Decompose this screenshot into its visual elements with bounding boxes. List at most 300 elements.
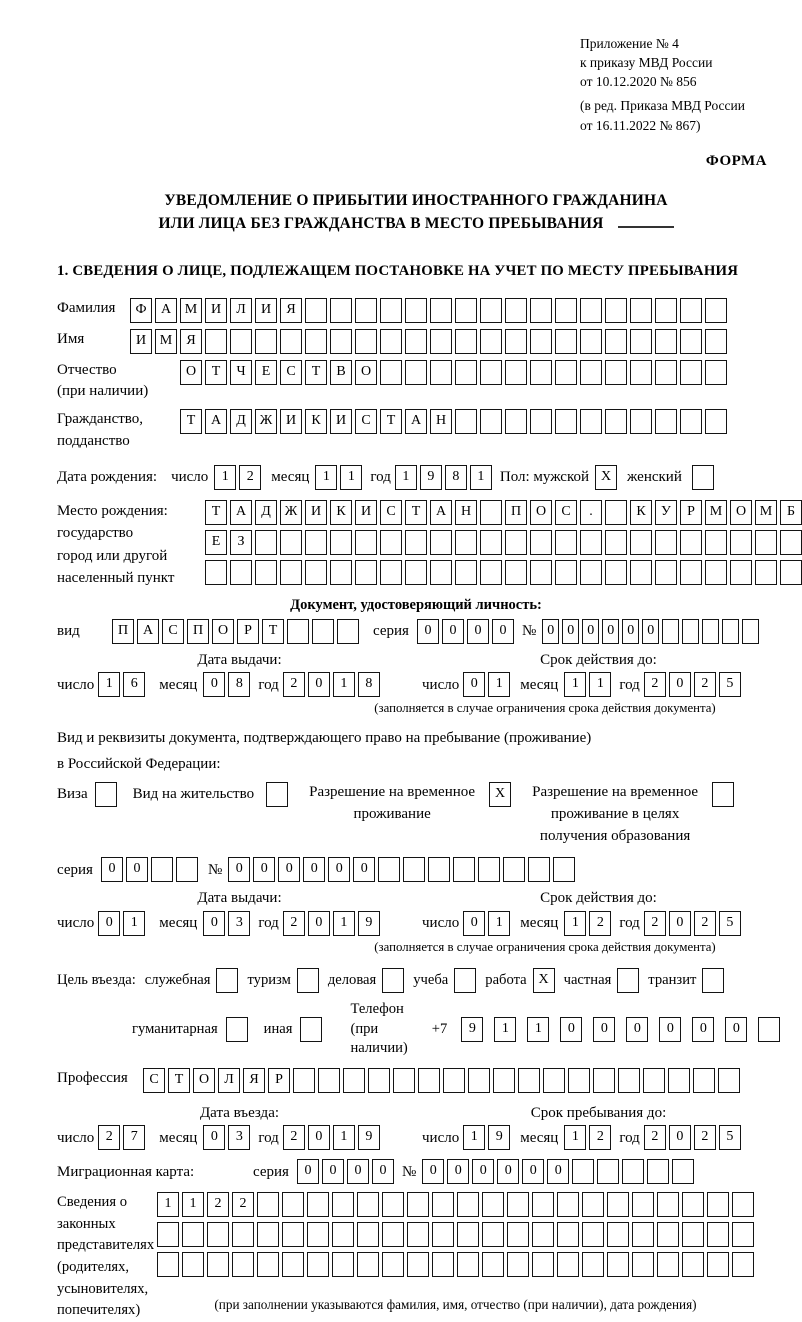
char-box: 1 <box>340 465 362 490</box>
char-box <box>382 1222 404 1247</box>
amendment-line: от 16.11.2022 № 867) <box>580 117 701 133</box>
char-box: Т <box>205 500 227 525</box>
char-box: Т <box>305 360 327 385</box>
char-box: 0 <box>447 1159 469 1184</box>
char-box <box>255 560 277 585</box>
residence-expiry-year-cells <box>644 911 741 936</box>
char-box <box>605 530 627 555</box>
field-visit-purpose-row2 <box>57 1000 775 1059</box>
annex-line: от 10.12.2020 № 856 <box>580 74 697 90</box>
char-box <box>780 560 802 585</box>
char-box <box>282 1192 304 1217</box>
char-box: К <box>305 409 327 434</box>
char-box: 6 <box>123 672 145 697</box>
char-box <box>632 1192 654 1217</box>
char-box <box>230 560 252 585</box>
profession-cells <box>143 1068 740 1093</box>
birth-date-day-cells <box>214 465 261 490</box>
header-note <box>580 34 775 135</box>
char-box: И <box>355 500 377 525</box>
char-box <box>528 857 550 882</box>
char-box <box>307 1192 329 1217</box>
char-box: О <box>530 500 552 525</box>
char-box: И <box>280 409 302 434</box>
char-box: А <box>405 409 427 434</box>
char-box: 9 <box>420 465 442 490</box>
char-box <box>580 530 602 555</box>
birth-date-day-label: число <box>171 468 209 485</box>
char-box: 0 <box>692 1017 714 1042</box>
char-box <box>755 560 777 585</box>
visit-purpose-label: Цель въезда: <box>57 971 136 988</box>
char-box <box>543 1068 565 1093</box>
char-box <box>318 1068 340 1093</box>
char-box: 0 <box>322 1159 344 1184</box>
representatives-note: (при заполнении указываются фамилия, имя, отчество (при наличии), дата рождения) <box>214 1297 697 1313</box>
residence-issue-day-cells <box>98 911 145 936</box>
entry-day-label: число <box>57 1129 95 1146</box>
char-box <box>230 329 252 354</box>
identity-number-cells <box>542 619 759 644</box>
identity-expiry-year-label: год <box>619 676 640 693</box>
char-box: 1 <box>123 911 145 936</box>
char-box <box>182 1222 204 1247</box>
char-box <box>332 1192 354 1217</box>
char-box <box>705 560 727 585</box>
char-box <box>705 298 727 323</box>
stay-day-cells <box>463 1125 510 1150</box>
char-box: 0 <box>562 619 579 644</box>
char-box <box>507 1252 529 1277</box>
char-box: 1 <box>333 911 355 936</box>
char-box <box>393 1068 415 1093</box>
char-box <box>682 1222 704 1247</box>
representatives-label: попечителях) <box>57 1302 141 1319</box>
char-box <box>532 1252 554 1277</box>
char-box <box>343 1068 365 1093</box>
char-box <box>657 1252 679 1277</box>
char-box <box>530 560 552 585</box>
char-box <box>357 1192 379 1217</box>
char-box: 8 <box>358 672 380 697</box>
char-box: 9 <box>488 1125 510 1150</box>
annex-line: к приказу МВД России <box>580 55 713 71</box>
char-box <box>655 329 677 354</box>
char-box <box>655 298 677 323</box>
phone-cells <box>453 1017 780 1042</box>
char-box <box>680 560 702 585</box>
char-box: 2 <box>644 1125 666 1150</box>
char-box <box>330 298 352 323</box>
char-box: У <box>655 500 677 525</box>
char-box <box>457 1222 479 1247</box>
char-box <box>305 530 327 555</box>
char-box: 0 <box>626 1017 648 1042</box>
checkbox-sex-male: X <box>595 465 617 490</box>
migration-series-label: серия <box>253 1163 289 1180</box>
representatives-cells-row3 <box>157 1252 754 1277</box>
purpose-business-label: деловая <box>327 971 377 988</box>
char-box: К <box>630 500 652 525</box>
char-box <box>405 560 427 585</box>
char-box: 0 <box>467 619 489 644</box>
char-box <box>330 530 352 555</box>
residence-series-label: серия <box>57 861 93 878</box>
char-box <box>380 360 402 385</box>
char-box <box>405 530 427 555</box>
identity-expiry-day-cells <box>463 672 510 697</box>
identity-date-headings <box>57 650 775 670</box>
char-box: 0 <box>228 857 250 882</box>
char-box: Т <box>405 500 427 525</box>
char-box: Д <box>230 409 252 434</box>
char-box: 0 <box>492 619 514 644</box>
char-box <box>505 329 527 354</box>
sex-male-label: Пол: мужской <box>499 468 590 485</box>
char-box <box>280 530 302 555</box>
char-box <box>380 560 402 585</box>
char-box: 1 <box>564 911 586 936</box>
char-box: 0 <box>659 1017 681 1042</box>
char-box <box>707 1252 729 1277</box>
char-box <box>507 1192 529 1217</box>
char-box: 0 <box>203 911 225 936</box>
identity-expiry-year-cells <box>644 672 741 697</box>
birth-date-month-cells <box>315 465 362 490</box>
representatives-label: Сведения о <box>57 1194 128 1211</box>
char-box <box>432 1192 454 1217</box>
sex-female-label: женский <box>627 468 682 485</box>
char-box <box>480 500 502 525</box>
birth-place-cells-row1 <box>205 500 802 525</box>
char-box: 1 <box>333 1125 355 1150</box>
char-box: 0 <box>303 857 325 882</box>
char-box: 1 <box>564 672 586 697</box>
birth-place-cells-row2 <box>205 530 802 555</box>
form-title <box>57 189 775 236</box>
char-box <box>482 1192 504 1217</box>
option-visa-label: Виза <box>57 786 88 803</box>
char-box <box>593 1068 615 1093</box>
char-box: Б <box>780 500 802 525</box>
char-box: 0 <box>725 1017 747 1042</box>
char-box: 2 <box>207 1192 229 1217</box>
char-box <box>657 1192 679 1217</box>
citizenship-label: Гражданство, <box>57 411 144 427</box>
char-box: О <box>730 500 752 525</box>
char-box: 9 <box>358 911 380 936</box>
char-box: 1 <box>182 1192 204 1217</box>
field-surname <box>57 298 775 323</box>
representatives-cells-row2 <box>157 1222 754 1247</box>
char-box <box>480 409 502 434</box>
char-box <box>607 1252 629 1277</box>
char-box: 0 <box>308 911 330 936</box>
entry-month-label: месяц <box>159 1129 198 1146</box>
char-box: 0 <box>353 857 375 882</box>
identity-series-cells <box>417 619 514 644</box>
char-box: 7 <box>123 1125 145 1150</box>
char-box: 5 <box>719 911 741 936</box>
char-box <box>355 329 377 354</box>
checkbox-temp-residence: X <box>489 782 511 807</box>
char-box: 0 <box>98 911 120 936</box>
profession-label: Профессия <box>57 1069 128 1086</box>
checkbox-purpose-other <box>300 1017 322 1042</box>
char-box <box>680 329 702 354</box>
char-box: Ж <box>280 500 302 525</box>
char-box: И <box>130 329 152 354</box>
stay-year-cells <box>644 1125 741 1150</box>
char-box: 0 <box>497 1159 519 1184</box>
char-box: 0 <box>542 619 559 644</box>
checkbox-sex-female <box>692 465 714 490</box>
purpose-other-label: иная <box>263 1020 293 1037</box>
char-box: 9 <box>358 1125 380 1150</box>
char-box: 1 <box>494 1017 516 1042</box>
char-box <box>655 530 677 555</box>
char-box: О <box>212 619 234 644</box>
char-box <box>647 1159 669 1184</box>
char-box <box>580 409 602 434</box>
char-box: И <box>205 298 227 323</box>
purpose-work-label: работа <box>485 971 527 988</box>
checkbox-purpose-humanitarian <box>226 1017 248 1042</box>
name-cells <box>130 329 727 354</box>
field-migration-card <box>57 1159 775 1184</box>
char-box <box>718 1068 740 1093</box>
migration-number-label: № <box>401 1163 417 1180</box>
char-box <box>255 530 277 555</box>
char-box <box>430 360 452 385</box>
char-box: И <box>255 298 277 323</box>
char-box: Ж <box>255 409 277 434</box>
char-box <box>480 329 502 354</box>
option-temp-residence-education-label: Разрешение на временное <box>532 784 699 801</box>
char-box: 0 <box>203 672 225 697</box>
residence-expiry-note: (заполняется в случае ограничения срока действия документа) <box>374 939 716 954</box>
identity-issue-heading: Дата выдачи: <box>197 652 282 669</box>
char-box <box>205 329 227 354</box>
birth-date-year-cells <box>395 465 492 490</box>
purpose-private-label: частная <box>563 971 612 988</box>
char-box <box>630 530 652 555</box>
surname-cells <box>130 298 727 323</box>
char-box: 0 <box>560 1017 582 1042</box>
char-box <box>505 360 527 385</box>
char-box <box>582 1222 604 1247</box>
char-box <box>507 1222 529 1247</box>
char-box <box>207 1222 229 1247</box>
char-box <box>282 1252 304 1277</box>
char-box <box>207 1252 229 1277</box>
char-box <box>232 1252 254 1277</box>
char-box <box>280 560 302 585</box>
migration-series-cells <box>297 1159 394 1184</box>
residence-intro-line1: Вид и реквизиты документа, подтверждающего право на пребывание (проживание) <box>57 729 592 746</box>
identity-kind-label: вид <box>57 623 80 640</box>
migration-number-cells <box>422 1159 694 1184</box>
char-box: Е <box>255 360 277 385</box>
option-temp-residence-education <box>525 782 734 847</box>
stay-day-label: число <box>422 1129 460 1146</box>
checkbox-purpose-work: X <box>533 968 555 993</box>
char-box: 0 <box>126 857 148 882</box>
char-box <box>332 1252 354 1277</box>
char-box: Е <box>205 530 227 555</box>
char-box <box>255 329 277 354</box>
name-label: Имя <box>57 330 85 347</box>
checkbox-purpose-business <box>382 968 404 993</box>
residence-date-headings <box>57 888 775 908</box>
entry-year-cells <box>283 1125 380 1150</box>
char-box: Я <box>180 329 202 354</box>
char-box: С <box>143 1068 165 1093</box>
residence-issue-year-cells <box>283 911 380 936</box>
char-box <box>405 360 427 385</box>
char-box <box>307 1222 329 1247</box>
char-box <box>780 530 802 555</box>
residence-number-cells <box>228 857 575 882</box>
char-box: 2 <box>694 672 716 697</box>
stay-month-cells <box>564 1125 611 1150</box>
char-box: М <box>155 329 177 354</box>
char-box <box>432 1222 454 1247</box>
char-box <box>455 560 477 585</box>
purpose-tourism-label: туризм <box>247 971 291 988</box>
char-box: 9 <box>461 1017 483 1042</box>
char-box <box>582 1252 604 1277</box>
identity-issue-day-cells <box>98 672 145 697</box>
field-residence-series <box>57 857 775 882</box>
char-box <box>580 360 602 385</box>
char-box: Н <box>430 409 452 434</box>
char-box: А <box>155 298 177 323</box>
entry-year-label: год <box>258 1129 279 1146</box>
entry-date-headings <box>57 1103 775 1123</box>
char-box <box>643 1068 665 1093</box>
char-box <box>730 560 752 585</box>
residence-number-label: № <box>207 861 223 878</box>
residence-dates <box>57 911 775 936</box>
char-box: 0 <box>669 1125 691 1150</box>
residence-expiry-year-label: год <box>619 914 640 931</box>
char-box: Т <box>205 360 227 385</box>
char-box <box>355 530 377 555</box>
char-box <box>555 560 577 585</box>
char-box <box>457 1252 479 1277</box>
char-box <box>682 619 699 644</box>
char-box <box>682 1192 704 1217</box>
title-blank-line <box>618 226 674 228</box>
char-box: 0 <box>463 672 485 697</box>
char-box: М <box>180 298 202 323</box>
char-box <box>312 619 334 644</box>
char-box: С <box>555 500 577 525</box>
char-box: 2 <box>589 911 611 936</box>
char-box: Т <box>180 409 202 434</box>
residence-expiry-day-cells <box>463 911 510 936</box>
char-box <box>287 619 309 644</box>
char-box: К <box>330 500 352 525</box>
char-box <box>257 1222 279 1247</box>
field-birth-date <box>57 465 775 490</box>
char-box: 2 <box>694 911 716 936</box>
checkbox-purpose-tourism <box>297 968 319 993</box>
char-box <box>493 1068 515 1093</box>
char-box: Ф <box>130 298 152 323</box>
char-box <box>430 560 452 585</box>
char-box <box>480 360 502 385</box>
char-box <box>605 409 627 434</box>
char-box: И <box>330 409 352 434</box>
char-box <box>330 329 352 354</box>
char-box <box>632 1252 654 1277</box>
char-box <box>468 1068 490 1093</box>
char-box <box>705 530 727 555</box>
entry-dates <box>57 1125 775 1150</box>
char-box <box>730 530 752 555</box>
char-box: Т <box>168 1068 190 1093</box>
char-box: Р <box>237 619 259 644</box>
char-box <box>355 298 377 323</box>
char-box <box>707 1192 729 1217</box>
char-box <box>455 298 477 323</box>
option-residence-permit-label: Вид на жительство <box>132 786 255 803</box>
char-box: Я <box>243 1068 265 1093</box>
identity-issue-month-label: месяц <box>159 676 198 693</box>
char-box <box>280 329 302 354</box>
char-box: 0 <box>253 857 275 882</box>
representatives-label: усыновителях, <box>57 1280 149 1297</box>
purpose-humanitarian-label: гуманитарная <box>132 1020 218 1037</box>
char-box <box>553 857 575 882</box>
char-box: 1 <box>98 672 120 697</box>
char-box <box>405 298 427 323</box>
char-box <box>705 409 727 434</box>
citizenship-sublabel: подданство <box>57 432 130 449</box>
char-box <box>580 329 602 354</box>
char-box: 1 <box>157 1192 179 1217</box>
field-visit-purpose <box>57 968 775 993</box>
char-box: Т <box>380 409 402 434</box>
entry-date-heading: Дата въезда: <box>199 1104 280 1121</box>
char-box <box>505 530 527 555</box>
char-box: 2 <box>283 911 305 936</box>
migration-card-label: Миграционная карта: <box>57 1163 195 1180</box>
char-box: 3 <box>228 1125 250 1150</box>
char-box <box>557 1222 579 1247</box>
char-box <box>705 360 727 385</box>
char-box <box>655 409 677 434</box>
char-box <box>555 360 577 385</box>
option-temp-residence-label: проживание <box>353 805 431 822</box>
char-box <box>605 560 627 585</box>
amendment-line: (в ред. Приказа МВД России <box>580 98 745 114</box>
char-box <box>430 530 452 555</box>
char-box: Ч <box>230 360 252 385</box>
char-box: С <box>162 619 184 644</box>
char-box: 1 <box>333 672 355 697</box>
char-box <box>630 560 652 585</box>
checkbox-purpose-study <box>454 968 476 993</box>
char-box <box>232 1222 254 1247</box>
char-box: 0 <box>669 672 691 697</box>
char-box <box>707 1222 729 1247</box>
residence-expiry-month-cells <box>564 911 611 936</box>
char-box <box>355 560 377 585</box>
char-box: 0 <box>442 619 464 644</box>
